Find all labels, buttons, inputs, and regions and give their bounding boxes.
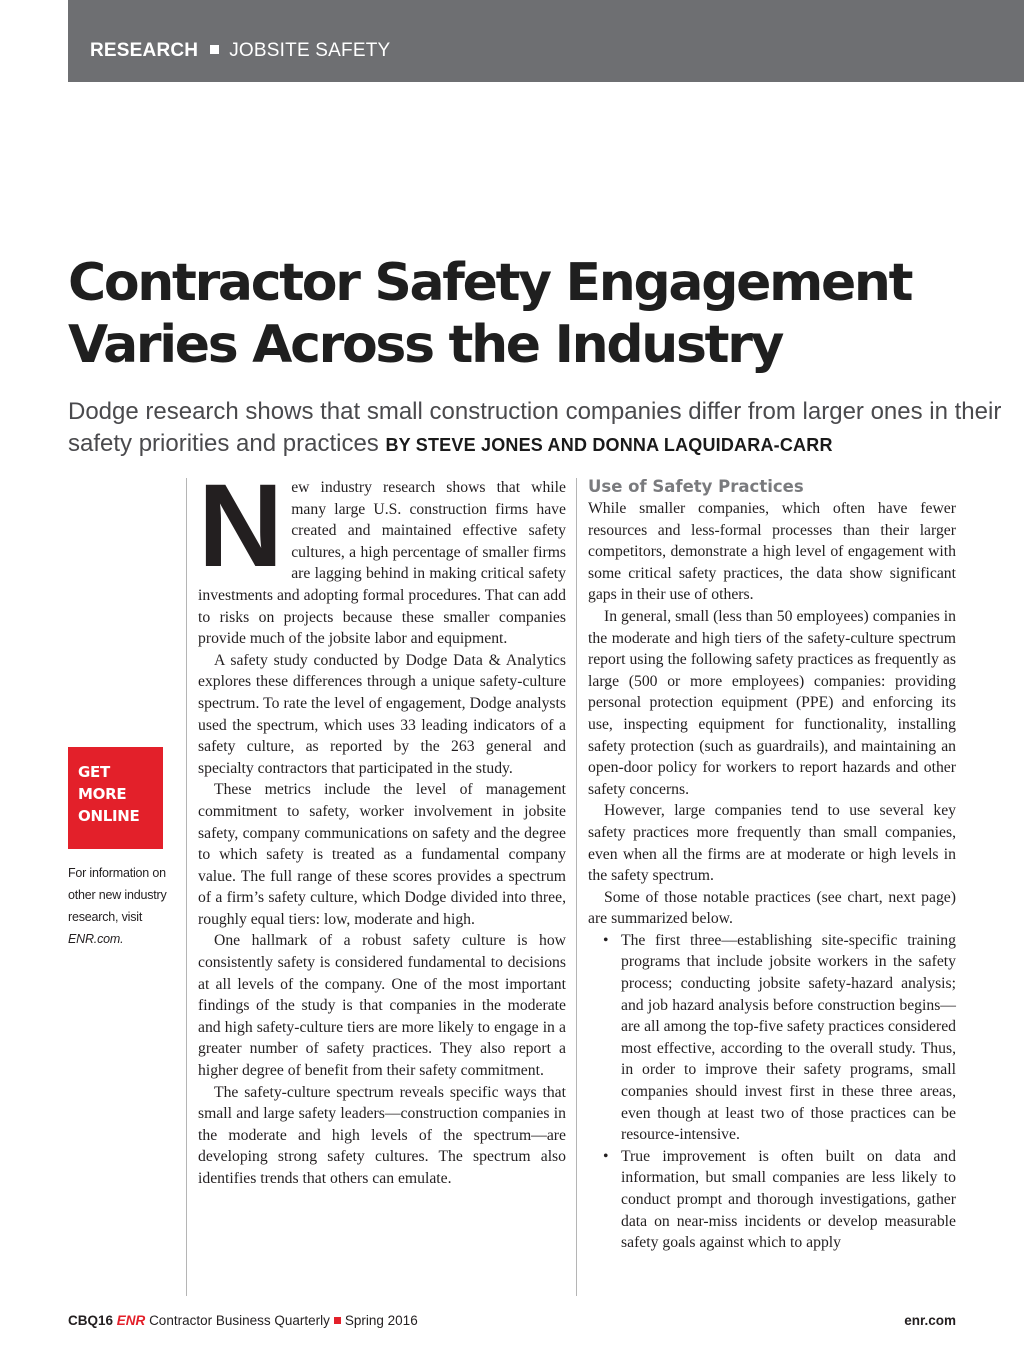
paragraph: These metrics include the level of management commitment to safety, worker involvement in jobsite safety, company communications on safety and the degree to which safety is treated as a fundamental company value. The full range of these scores provides a spectrum of a firm’s safety culture, which Dodge divided into three, roughly equal tiers: low, moderate and high.	[198, 781, 566, 928]
section-label	[90, 40, 390, 62]
title-line-1: Contractor Safety Engagement	[68, 253, 912, 313]
paragraph: One hallmark of a robust safety culture is how consistently safety is considered fundamental to decisions at all levels of the company. One of the most important findings of the study is that companies in the moderate and high safety-culture tiers are more likely to engage in a greater number of safety practices. They also report a higher degree of benefit from their safety commitment.	[198, 932, 566, 1080]
publication-name: Contractor Business Quarterly	[149, 1313, 330, 1328]
paragraph: ew industry research shows that while many large U.S. construction firms have created and maintained effective safety cultures, a high percentage of smaller firms are lagging behind in making critical safety investments and adopting formal procedures. That can add to risks on projects because these smaller companies provide much of the jobsite labor and equipment.	[198, 479, 566, 648]
paragraph: The safety-culture spectrum reveals specific ways that small and large safety leaders—construction companies in the moderate and high levels of the spectrum—are developing strong safety cultures. The spectrum also identifies trends that others can emulate.	[198, 1083, 566, 1187]
paragraph: However, large companies tend to use several key safety practices more frequently than small companies, even when all the firms are at moderate or high levels in the safety spectrum.	[588, 802, 956, 885]
paragraph: In general, small (less than 50 employees) companies in the moderate and high tiers of the safety-culture spectrum report using the following safety practices as frequently as large (500 or more employees) companies: providing personal protection equipment (PPE) and enforcing its use, inspecting equipment for functionality, installing safety protection (such as guardrails), and maintaining an open-door policy for workers to report hazards and other safety concerns.	[588, 607, 956, 798]
subsection-name: JOBSITE SAFETY	[229, 40, 391, 61]
paragraph: A safety study conducted by Dodge Data & Analytics explores these differences through a unique safety-culture spectrum. To rate the level of engagement, Dodge analysts used the spectrum, which uses 33 leading indicators of a safety culture, as reported by the 263 general and specialty contractors that participated in the study.	[198, 651, 566, 777]
paragraph: Some of those notable practices (see chart, next page) are summarized below.	[588, 888, 956, 928]
square-bullet-icon	[334, 1317, 341, 1324]
article-deck	[68, 396, 1018, 461]
square-bullet-icon	[210, 45, 219, 54]
page-footer	[68, 1313, 956, 1328]
article-column-2	[588, 476, 956, 1254]
list-item: • The first three—establishing site-specific training programs that include jobsite workers in the safety process; conducting jobsite safety-hazard analysis; and job hazard analysis before construction begins—are all among the top-five safety practices considered most effective, according to the overall study. Thus, in order to improve their safety programs, small companies should invest first in these three areas, even though at least two of those practices can be resource-intensive.	[588, 930, 956, 1146]
column-rule-middle	[576, 478, 577, 1296]
byline: BY STEVE JONES AND DONNA LAQUIDARA-CARR	[385, 435, 833, 455]
subhead-use-of-safety-practices: Use of Safety Practices	[588, 477, 804, 496]
footer-website-link[interactable]: enr.com	[904, 1313, 956, 1328]
column-rule-left	[186, 478, 187, 1296]
article-column-1	[198, 460, 566, 1190]
article-title	[68, 252, 1008, 376]
paragraph: While smaller companies, which often have fewer resources and less-formal processes than their larger competitors, demonstrate a high level of engagement with some critical safety practices, the data show significant gaps in their use of others.	[588, 500, 956, 604]
issue-date: Spring 2016	[344, 1313, 418, 1328]
get-more-online-box	[68, 747, 163, 849]
list-item: • True improvement is often built on data and information, but small companies are less likely to conduct prompt and thorough investigations, gather data on near-miss incidents or develop measurable safety goals against which to apply	[588, 1146, 956, 1254]
section-name: RESEARCH	[90, 40, 199, 61]
sidebar-note	[68, 862, 180, 950]
section-header-bar	[68, 0, 1024, 82]
deck-text: Dodge research shows that small construction companies differ from larger ones in their safety priorities and practices	[68, 398, 1002, 457]
practices-list	[588, 930, 956, 1254]
title-line-2: Varies Across the Industry	[68, 315, 783, 375]
drop-cap: N	[198, 460, 284, 592]
sidebar-title: GET MORE ONLINE	[78, 763, 140, 825]
sidebar-note-text: For information on other new industry research, visit	[68, 866, 167, 924]
publication-brand: ENR	[116, 1313, 146, 1328]
sidebar-link[interactable]: ENR.com.	[68, 932, 124, 946]
page-number: CBQ16	[68, 1313, 114, 1328]
